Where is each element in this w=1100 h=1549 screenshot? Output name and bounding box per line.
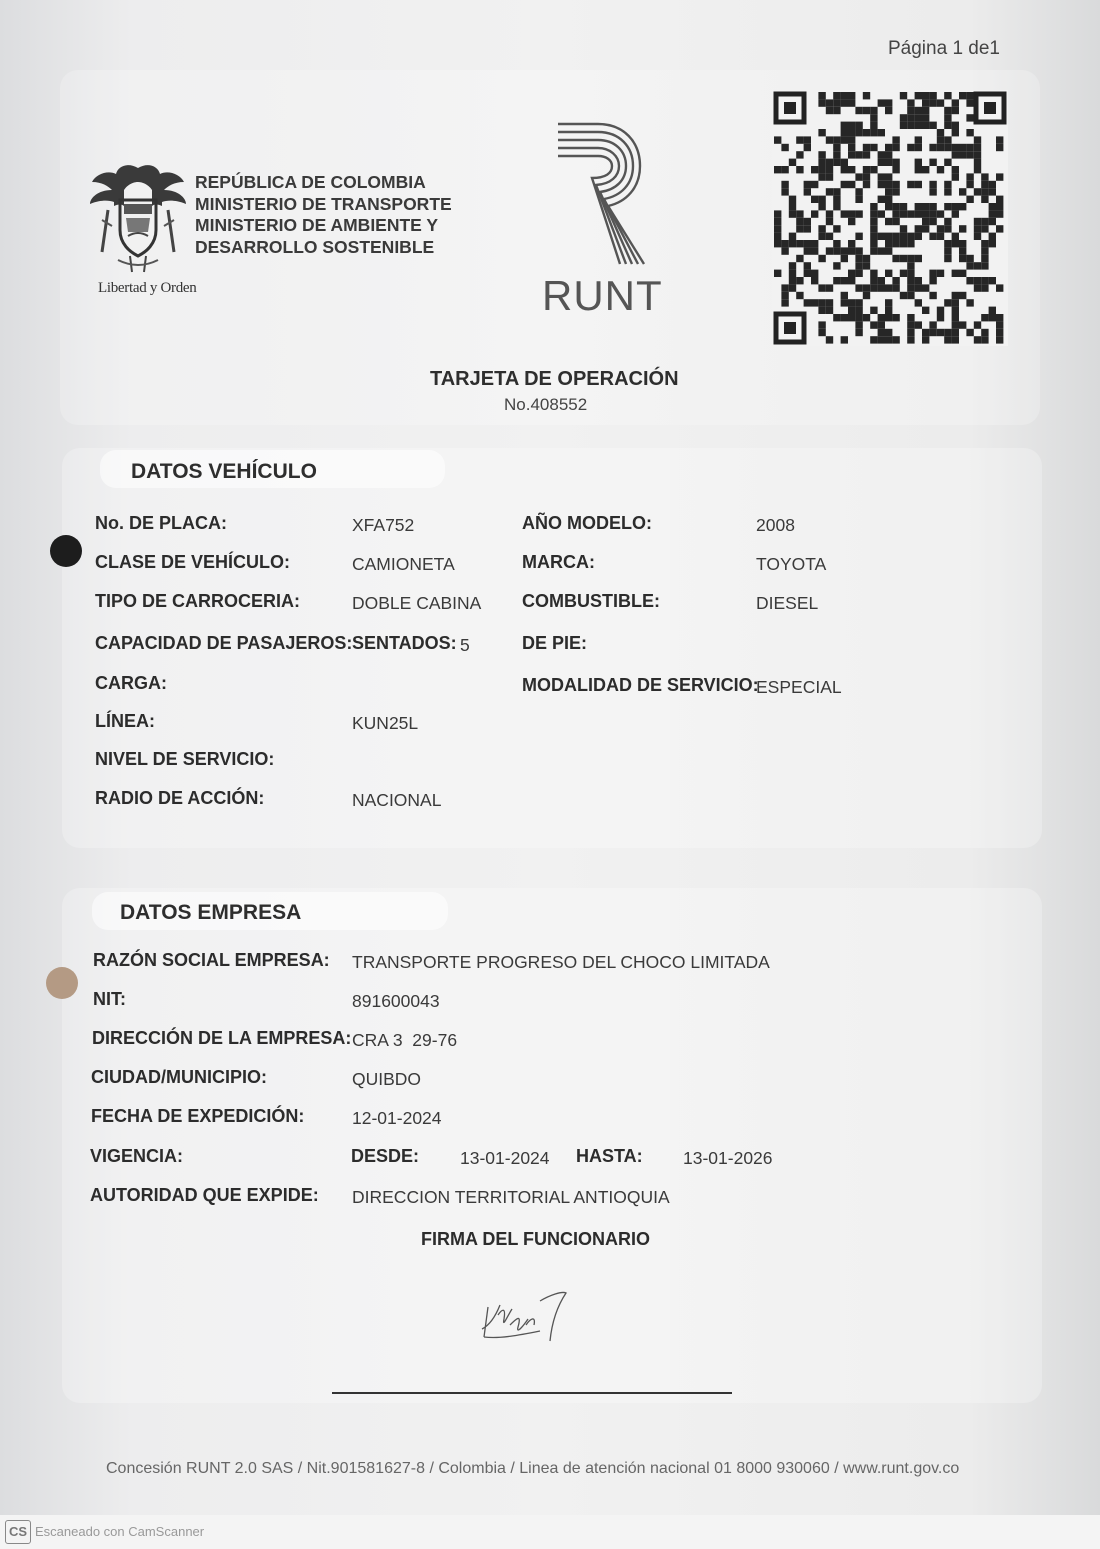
line-value: KUN25L (352, 713, 419, 733)
seated-label: SENTADOS: (352, 633, 457, 653)
plate-value: XFA752 (352, 515, 415, 535)
qr-code-icon (772, 90, 1008, 346)
government-line: MINISTERIO DE TRANSPORTE (195, 193, 452, 214)
camscanner-logo: CS (5, 1520, 31, 1544)
service-mode-label: MODALIDAD DE SERVICIO: (522, 675, 759, 695)
government-line: MINISTERIO DE AMBIENTE Y (195, 215, 439, 235)
issue-date-value: 12-01-2024 (352, 1108, 442, 1128)
service-level-label: NIVEL DE SERVICIO: (95, 749, 275, 769)
runt-logo-icon (548, 118, 648, 268)
range-label: RADIO DE ACCIÓN: (95, 788, 265, 808)
model-year-label: AÑO MODELO: (522, 513, 652, 533)
authority-value: DIRECCION TERRITORIAL ANTIOQUIA (352, 1187, 670, 1207)
government-line: REPÚBLICA DE COLOMBIA (195, 172, 426, 192)
address-label: DIRECCIÓN DE LA EMPRESA: (92, 1028, 352, 1048)
address-value: CRA 3 29-76 (352, 1030, 458, 1050)
vehicle-class-value: CAMIONETA (352, 554, 455, 574)
city-label: CIUDAD/MUNICIPIO: (91, 1067, 267, 1087)
document-title: TARJETA DE OPERACIÓN (430, 368, 679, 390)
page-indicator: Página 1 de1 (888, 38, 1000, 59)
document-number: No.408552 (504, 395, 588, 414)
camscanner-text: Escaneado con CamScanner (35, 1524, 205, 1539)
brand-label: MARCA: (522, 552, 595, 572)
fuel-label: COMBUSTIBLE: (522, 591, 660, 611)
government-line: DESARROLLO SOSTENIBLE (195, 236, 435, 257)
brand-value: TOYOTA (756, 554, 827, 574)
body-type-value: DOBLE CABINA (352, 593, 482, 613)
body-type-label: TIPO DE CARROCERIA: (95, 591, 301, 611)
model-year-value: 2008 (756, 515, 795, 535)
government-heading (195, 172, 452, 258)
signature-line (332, 1392, 732, 1394)
cargo-label: CARGA: (95, 673, 167, 693)
plate-label: No. DE PLACA: (95, 513, 227, 533)
company-name-label: RAZÓN SOCIAL EMPRESA: (93, 950, 330, 970)
valid-to-value: 13-01-2026 (683, 1148, 773, 1168)
line-label: LÍNEA: (95, 711, 155, 731)
fuel-value: DIESEL (756, 593, 819, 613)
standing-label: DE PIE: (522, 633, 588, 653)
authority-label: AUTORIDAD QUE EXPIDE: (90, 1185, 319, 1205)
company-name-value: TRANSPORTE PROGRESO DEL CHOCO LIMITADA (352, 952, 770, 972)
coat-of-arms-icon (88, 160, 188, 280)
valid-to-label: HASTA: (576, 1146, 643, 1166)
service-mode-value: ESPECIAL (756, 677, 842, 697)
nit-value: 891600043 (352, 991, 440, 1011)
issue-date-label: FECHA DE EXPEDICIÓN: (91, 1106, 305, 1126)
company-section-title: DATOS EMPRESA (120, 901, 302, 924)
vehicle-class-label: CLASE DE VEHÍCULO: (95, 552, 291, 572)
signature-label: FIRMA DEL FUNCIONARIO (421, 1229, 650, 1249)
nit-label: NIT: (93, 989, 126, 1009)
vehicle-section-title: DATOS VEHÍCULO (131, 460, 317, 483)
seated-value: 5 (460, 635, 470, 655)
motto: Libertad y Orden (98, 280, 197, 296)
city-value: QUIBDO (352, 1069, 422, 1089)
range-value: NACIONAL (352, 790, 442, 810)
signature-icon (470, 1285, 580, 1355)
runt-logo-text: RUNT (542, 272, 663, 319)
footer-text: Concesión RUNT 2.0 SAS / Nit.901581627-8 / Colombia / Linea de atención nacional 01 8000 930060 / www.runt.gov.co (106, 1460, 960, 1477)
capacity-label: CAPACIDAD DE PASAJEROS: (95, 633, 353, 653)
valid-from-label: DESDE: (351, 1146, 420, 1166)
punch-hole (50, 535, 82, 567)
valid-from-value: 13-01-2024 (460, 1148, 550, 1168)
validity-label: VIGENCIA: (90, 1146, 184, 1166)
punch-hole (46, 967, 78, 999)
